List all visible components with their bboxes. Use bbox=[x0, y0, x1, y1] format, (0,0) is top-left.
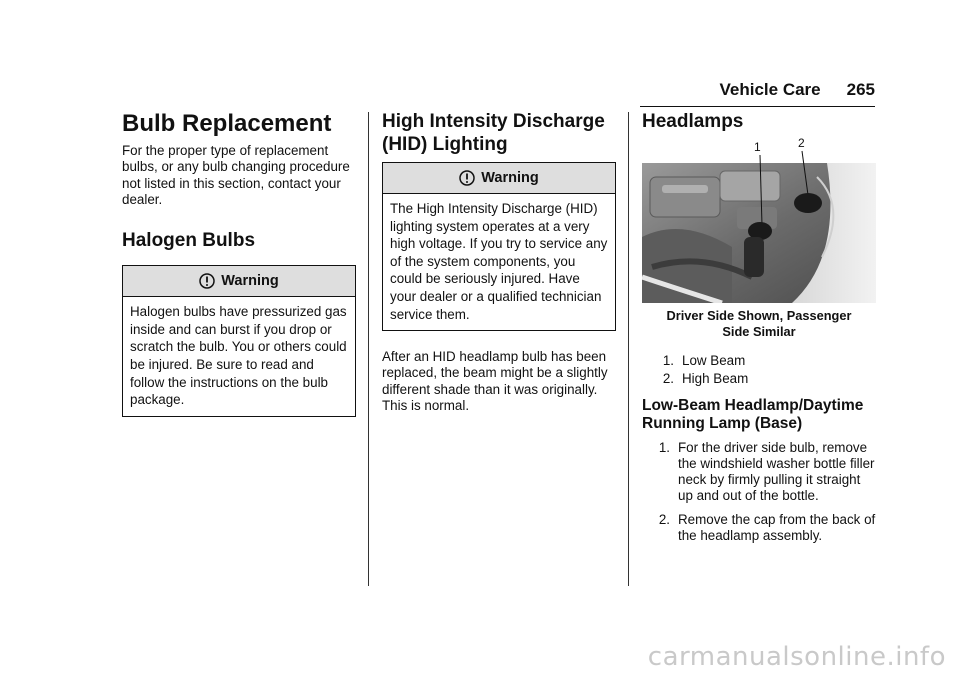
warning-header bbox=[383, 163, 615, 194]
halogen-heading: Halogen Bulbs bbox=[122, 230, 256, 252]
column-divider bbox=[368, 112, 369, 586]
page-header bbox=[640, 80, 875, 107]
list-item: 2. Remove the cap from the back of the headlamp assembly. bbox=[658, 511, 876, 544]
callout-2: 2 bbox=[798, 137, 805, 150]
list-item: 1. For the driver side bulb, remove the windshield washer bottle filler neck by firmly pulling it straight up and out of the bottle. bbox=[658, 439, 875, 504]
list-item: 2. High Beam bbox=[662, 371, 749, 387]
column-2 bbox=[382, 110, 616, 414]
hid-heading bbox=[382, 110, 616, 156]
column-3 bbox=[642, 110, 876, 544]
section-title: Vehicle Care bbox=[719, 80, 821, 99]
low-beam-heading-line-1: Low-Beam Headlamp/Daytime bbox=[642, 396, 864, 414]
intro-paragraph: For the proper type of replacement bulbs, or any bulb changing procedure not listed in this section, contact your dealer. bbox=[122, 143, 350, 207]
figure-legend bbox=[642, 353, 876, 388]
hid-warning-box bbox=[382, 162, 616, 331]
warning-text: Halogen bulbs have pressurized gas inside and can burst if you drop or scratch the bulb. You or others could be injured. Be sure to read and follow the instructions on the bulb package. bbox=[130, 304, 347, 408]
headlamps-heading: Headlamps bbox=[642, 111, 744, 132]
figure-caption bbox=[642, 308, 876, 340]
warning-header bbox=[123, 266, 355, 297]
hid-heading-line-1: High Intensity Discharge bbox=[382, 111, 605, 132]
warning-label: Warning bbox=[481, 170, 539, 186]
column-divider bbox=[628, 112, 629, 586]
callout-1: 1 bbox=[754, 140, 761, 154]
page-number: 265 bbox=[846, 80, 875, 99]
warning-label: Warning bbox=[221, 273, 279, 290]
procedure-steps bbox=[642, 440, 876, 545]
caption-line-2: Side Similar bbox=[722, 324, 796, 339]
halogen-warning-box bbox=[122, 265, 356, 417]
warning-icon bbox=[459, 170, 475, 186]
headlamp-engine-illustration bbox=[642, 137, 876, 303]
list-item: 1. Low Beam bbox=[662, 353, 746, 368]
watermark: carmanualsonline.info bbox=[647, 642, 946, 672]
caption-line-1: Driver Side Shown, Passenger bbox=[666, 308, 852, 323]
warning-text: The High Intensity Discharge (HID) lighting system operates at a very high voltage. If you try to service any of the system components, you could be seriously injured. Have your dealer or a qualified technician service them. bbox=[390, 201, 608, 322]
low-beam-heading bbox=[642, 397, 876, 433]
headlamp-figure bbox=[642, 137, 876, 303]
warning-icon bbox=[199, 273, 215, 289]
hid-heading-line-2: (HID) Lighting bbox=[382, 134, 508, 155]
page-title: Bulb Replacement bbox=[122, 110, 332, 137]
low-beam-heading-line-2: Running Lamp (Base) bbox=[642, 414, 803, 432]
hid-body-paragraph: After an HID headlamp bulb has been replaced, the beam might be a slightly different shade than it was originally. This is normal. bbox=[382, 349, 608, 414]
column-1 bbox=[122, 110, 356, 417]
